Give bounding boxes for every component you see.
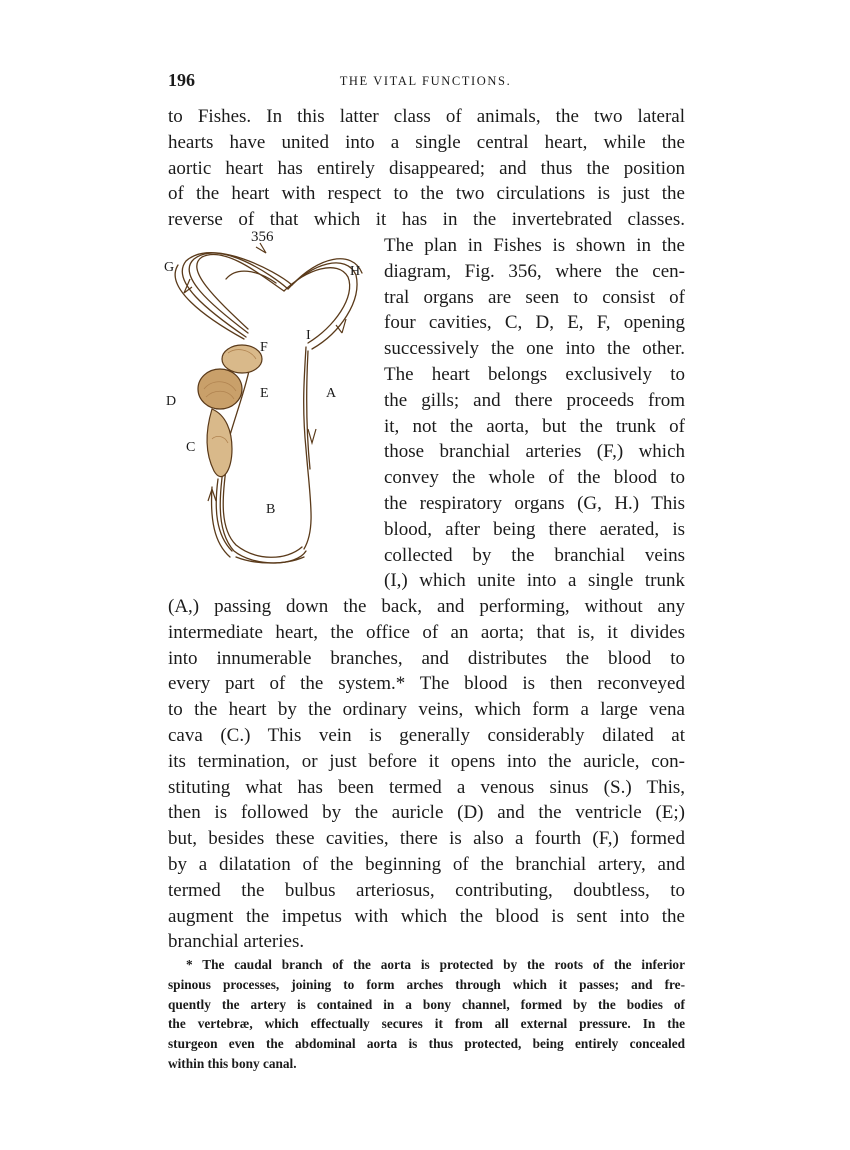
figure-label-c: C bbox=[186, 439, 196, 455]
figure-number: 356 bbox=[251, 228, 274, 245]
figure-label-f: F bbox=[260, 339, 268, 355]
text-line: (I,) which unite into a single trunk bbox=[384, 570, 685, 592]
figure-label-d: D bbox=[166, 393, 177, 409]
figure-side-text bbox=[384, 233, 685, 594]
text-line: its termination, or just before it opens into the auricle, con- bbox=[168, 750, 685, 772]
text-line: termed the bulbus arteriosus, contributing, doubtless, to bbox=[168, 879, 685, 901]
figure-block bbox=[164, 228, 685, 594]
footnote-line: quently the artery is contained in a bony channel, formed by the bodies of bbox=[168, 996, 685, 1012]
text-line: but, besides these cavities, there is also a fourth (F,) formed bbox=[168, 828, 685, 850]
footnote-line: * The caudal branch of the aorta is protected by the roots of the inferior bbox=[186, 957, 685, 972]
text-line: hearts have united into a single central heart, while the bbox=[168, 131, 685, 153]
text-line: stituting what has been termed a venous sinus (S.) This, bbox=[168, 776, 685, 798]
figure-label-i: I bbox=[306, 327, 311, 343]
text-line: reverse of that which it has in the invertebrated classes. bbox=[168, 209, 685, 231]
text-line: the respiratory organs (G, H.) This bbox=[384, 492, 685, 514]
text-line: then is followed by the auricle (D) and the ventricle (E;) bbox=[168, 802, 685, 824]
figure-label-g: G bbox=[164, 259, 175, 275]
text-line: successively the one into the other. bbox=[384, 338, 685, 360]
footnote-line: within this bony canal. bbox=[168, 1055, 297, 1071]
text-line: blood, after being there aerated, is bbox=[384, 518, 685, 540]
text-line: (A,) passing down the back, and performing, without any bbox=[168, 595, 685, 617]
page-number: 196 bbox=[168, 70, 195, 90]
text-line: intermediate heart, the office of an aorta; that is, it divides bbox=[168, 621, 685, 643]
text-line: aortic heart has entirely disappeared; and thus the position bbox=[168, 157, 685, 179]
footnote bbox=[168, 955, 685, 1074]
running-title: THE VITAL FUNCTIONS. bbox=[339, 74, 512, 88]
text-line: diagram, Fig. 356, where the cen- bbox=[384, 260, 685, 282]
text-line: to Fishes. In this latter class of animals, the two lateral bbox=[168, 106, 685, 127]
text-line: those branchial arteries (F,) which bbox=[384, 441, 685, 463]
text-line: to the heart by the ordinary veins, which form a large vena bbox=[168, 699, 685, 721]
text-line: into innumerable branches, and distributes the blood to bbox=[168, 647, 685, 669]
running-head bbox=[168, 70, 683, 96]
text-line: augment the impetus with which the blood is sent into the bbox=[168, 905, 685, 927]
figure-label-b: B bbox=[266, 501, 276, 517]
footnote-line: spinous processes, joining to form arches through which it passes; and fre- bbox=[168, 976, 685, 992]
text-line: collected by the branchial veins bbox=[384, 544, 685, 566]
text-line: of the heart with respect to the two circulations is just the bbox=[168, 183, 685, 205]
figure-label-h: H bbox=[350, 263, 361, 279]
text-line: The plan in Fishes is shown in the bbox=[384, 234, 685, 256]
footnote-line: the vertebræ, which effectually secures it from all external pressure. In the bbox=[168, 1016, 685, 1032]
text-line: branchial arteries. bbox=[168, 931, 305, 953]
figure-label-e: E bbox=[260, 385, 269, 401]
text-line: convey the whole of the blood to bbox=[384, 467, 685, 489]
text-line: The heart belongs exclusively to bbox=[384, 363, 685, 385]
text-line: by a dilatation of the beginning of the branchial artery, and bbox=[168, 853, 685, 875]
text-line: every part of the system.* The blood is then reconveyed bbox=[168, 673, 685, 695]
text-line: cava (C.) This vein is generally considerably dilated at bbox=[168, 724, 685, 746]
figure-label-a: A bbox=[326, 385, 337, 401]
text-line: tral organs are seen to consist of bbox=[384, 286, 685, 308]
text-line: it, not the aorta, but the trunk of bbox=[384, 415, 685, 437]
figure-356 bbox=[156, 225, 368, 570]
body-text bbox=[164, 104, 685, 955]
footnote-line: sturgeon even the abdominal aorta is thus protected, being entirely concealed bbox=[168, 1036, 685, 1052]
text-line: four cavities, C, D, E, F, opening bbox=[384, 312, 685, 334]
text-line: the gills; and there proceeds from bbox=[384, 389, 685, 411]
